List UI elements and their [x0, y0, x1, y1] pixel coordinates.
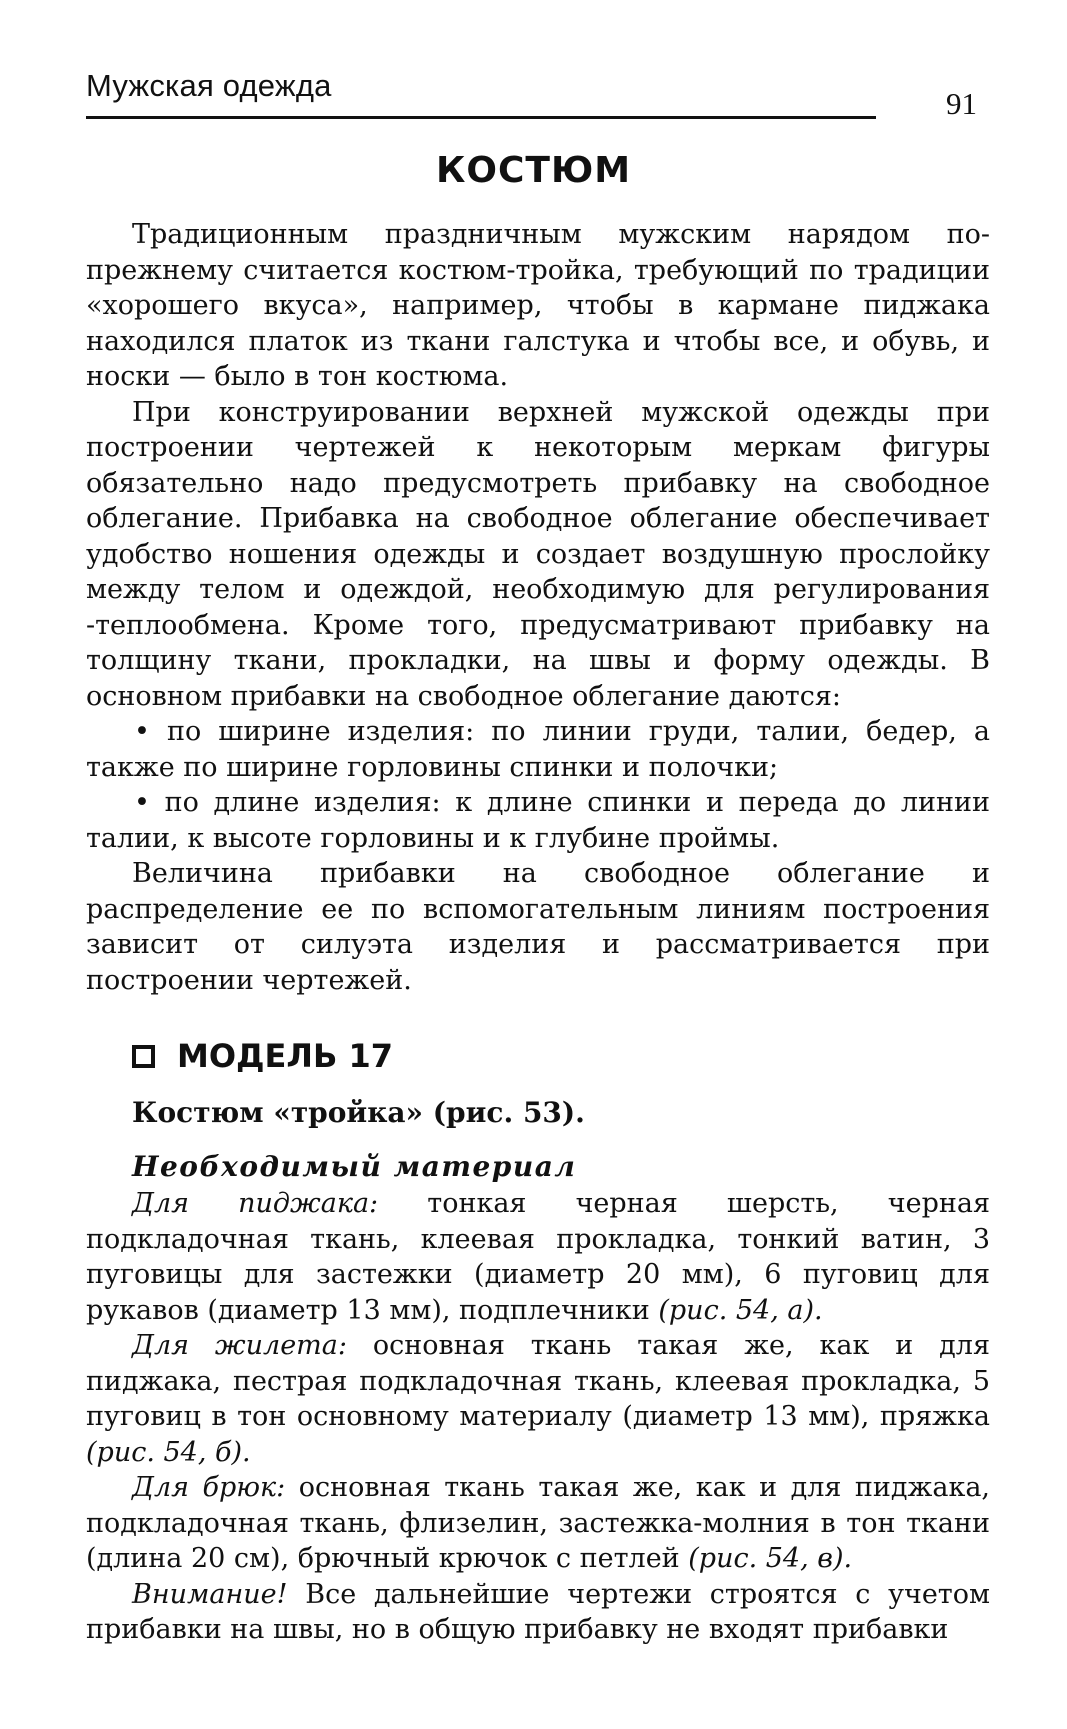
model-subtitle: Костюм «тройка» (рис. 53).	[132, 1096, 585, 1129]
attention-text: Все дальнейшие чертежи строятся с учетом прибавки на швы, но в общую прибавку не входят прибавки	[86, 1578, 990, 1645]
header-rule	[86, 116, 876, 119]
material-vest-ref: (рис. 54, б).	[86, 1436, 251, 1468]
material-vest-label: Для жилета:	[132, 1330, 347, 1361]
paragraph-2: При конструировании верхней мужской одежды при построении чертежей к некоторым меркам фигуры обязательно надо предусмотреть прибавку на свободное облегание. Прибавка на свободное облегание обеспечивает удобство ношения одежды и создает воздушную прослойку между телом и одеждой, необходимую для регулирования -теплообмена. Кроме того, предусматривают прибавку на толщину ткани, прокладки, на швы и форму одежды. В основном прибавки на свободное облегание даются:	[86, 396, 990, 712]
paragraph-1: Традиционным праздничным мужским нарядом по-прежнему считается костюм-тройка, требующий по традиции «хорошего вкуса», например, чтобы в кармане пиджака находился платок из ткани галстука и чтобы все, и обувь, и носки — было в тон костюма.	[86, 219, 990, 392]
material-trousers-text: основная ткань такая же, как и для пиджака, подкладочная ткань, флизелин, застежка-молния в тон ткани (длина 20 см), брючный крючок с петлей	[86, 1472, 991, 1574]
material-jacket-text: тонкая черная шерсть, черная подкладочная ткань, клеевая прокладка, тонкий ватин, 3 пуговицы для застежки (диаметр 20 мм), 6 пуговиц для рукавов (диаметр 13 мм), подплечники	[86, 1188, 990, 1326]
section-title: КОСТЮМ	[435, 150, 632, 191]
running-title: Мужская одежда	[86, 68, 332, 103]
material-trousers-ref: (рис. 54, в).	[688, 1543, 853, 1574]
material-vest-text: основная ткань такая же, как и для пиджака, пестрая подкладочная ткань, клеевая прокладка, 5 пуговиц в тон основному материалу (диаметр 13 мм), пряжка	[86, 1330, 990, 1432]
section-body	[86, 217, 990, 998]
page-number: 91	[946, 86, 977, 121]
material-jacket-ref: (рис. 54, а).	[658, 1294, 823, 1326]
bullet-item-width: • по ширине изделия: по линии груди, талии, бедер, а также по ширине горловины спинки и полочки;	[86, 716, 990, 783]
model-heading	[132, 1037, 393, 1075]
bullet-item-length: • по длине изделия: к длине спинки и переда до линии талии, к высоте горловины и к глубине проймы.	[86, 787, 990, 854]
attention-note	[86, 1577, 990, 1648]
square-bullet-icon	[132, 1045, 155, 1068]
model-heading-label: МОДЕЛЬ 17	[177, 1037, 394, 1075]
material-trousers	[86, 1470, 990, 1577]
material-jacket	[86, 1186, 990, 1328]
paragraph-3: Величина прибавки на свободное облегание и распределение ее по вспомогательным линиям построения зависит от силуэта изделия и рассматривается при построении чертежей.	[86, 858, 990, 996]
material-heading: Необходимый материал	[132, 1150, 577, 1183]
material-trousers-label: Для брюк:	[132, 1472, 286, 1503]
material-vest	[86, 1328, 990, 1470]
material-jacket-label: Для пиджака:	[132, 1188, 379, 1219]
materials-body	[86, 1186, 990, 1648]
attention-label: Внимание!	[132, 1578, 288, 1610]
